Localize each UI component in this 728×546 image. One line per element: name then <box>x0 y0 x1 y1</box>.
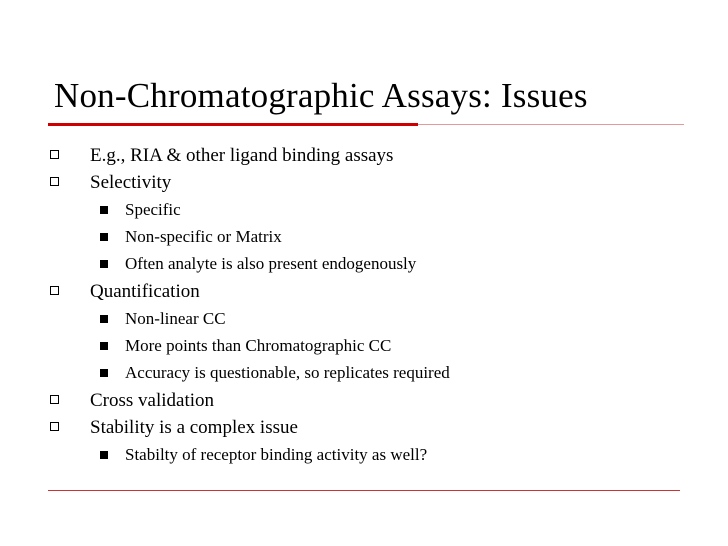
filled-square-icon <box>100 233 108 241</box>
bullet-item: Quantification <box>90 281 200 302</box>
sub-bullet-item: Often analyte is also present endogenously <box>125 254 417 273</box>
filled-square-icon <box>100 451 108 459</box>
sub-bullet-item: Non-linear CC <box>125 309 226 328</box>
hollow-square-icon <box>50 286 59 295</box>
hollow-square-icon <box>50 422 59 431</box>
hollow-square-icon <box>50 395 59 404</box>
sub-bullet-item: More points than Chromatographic CC <box>125 336 392 355</box>
bullet-item: E.g., RIA & other ligand binding assays <box>90 145 394 166</box>
slide-title: Non-Chromatographic Assays: Issues <box>54 76 588 115</box>
filled-square-icon <box>100 342 108 350</box>
hollow-square-icon <box>50 177 59 186</box>
filled-square-icon <box>100 315 108 323</box>
filled-square-icon <box>100 260 108 268</box>
hollow-square-icon <box>50 150 59 159</box>
title-accent-underline <box>48 123 418 126</box>
bullet-item: Stability is a complex issue <box>90 417 298 438</box>
bullet-item: Cross validation <box>90 390 215 411</box>
bullet-item: Selectivity <box>90 172 172 193</box>
filled-square-icon <box>100 206 108 214</box>
filled-square-icon <box>100 369 108 377</box>
sub-bullet-item: Specific <box>125 200 181 219</box>
footer-divider <box>48 490 680 491</box>
sub-bullet-item: Stabilty of receptor binding activity as well? <box>125 445 428 464</box>
sub-bullet-item: Accuracy is questionable, so replicates required <box>125 363 450 382</box>
sub-bullet-item: Non-specific or Matrix <box>125 227 282 246</box>
